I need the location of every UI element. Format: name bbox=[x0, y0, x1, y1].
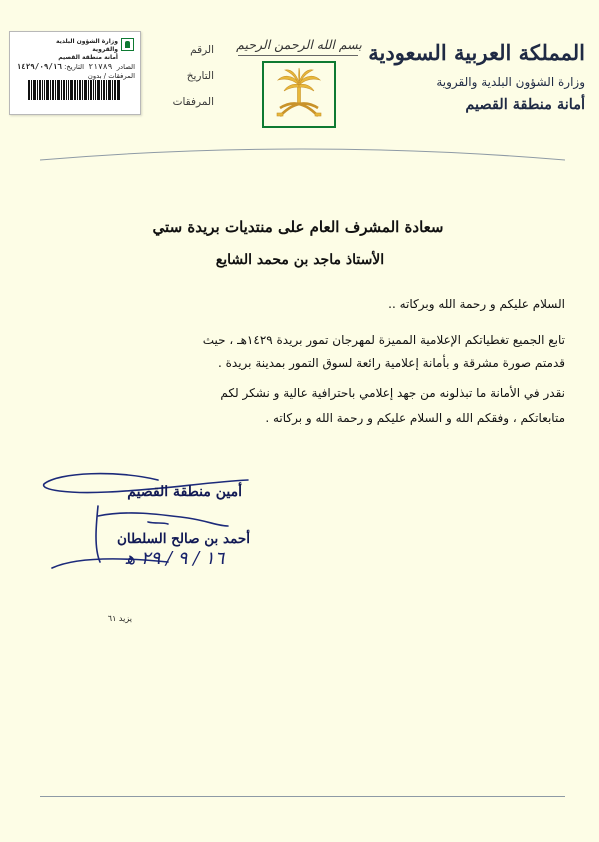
stamp-line2: أمانة منطقة القصيم bbox=[58, 54, 118, 61]
stamp-outgoing-number: ٢١٧٨٩ bbox=[88, 62, 113, 71]
reference-labels bbox=[168, 42, 214, 120]
number-label: الرقم bbox=[190, 44, 214, 56]
footer-divider bbox=[40, 796, 565, 797]
ministry-name: وزارة الشؤون البلدية والقروية bbox=[436, 75, 585, 89]
signatory-name: أحمد بن صالح السلطان bbox=[116, 531, 250, 547]
municipality-name: أمانة منطقة القصيم bbox=[465, 96, 585, 113]
barcode bbox=[28, 80, 120, 100]
signatory-title: أمين منطقة القصيم bbox=[127, 484, 242, 500]
addressee-title: سعادة المشرف العام على منتديات بريدة ستي bbox=[152, 218, 444, 236]
ministry-header bbox=[365, 40, 585, 114]
stamp-attachments: المرفقات / بدون bbox=[87, 72, 135, 80]
stamp-header bbox=[50, 38, 134, 62]
stamp-date: ١٤٢٩/٠٩/١٦ bbox=[16, 62, 62, 71]
stamp-date-label: التاريخ bbox=[66, 63, 85, 71]
kingdom-name: المملكة العربية السعودية bbox=[368, 40, 585, 65]
stamp-outgoing-label: الصادر bbox=[116, 63, 135, 71]
body-paragraph-2-line-1: نقدر في الأمانة ما تبذلونه من جهد إعلامي باحترافية عالية و نشكر لكم bbox=[220, 386, 565, 400]
date-label: التاريخ bbox=[186, 70, 214, 82]
addressee-name: الأستاذ ماجد بن محمد الشايع bbox=[215, 252, 385, 268]
attachments-label: المرفقات bbox=[172, 96, 214, 108]
body-paragraph-1-line-1: تابع الجميع تغطياتكم الإعلامية المميزة لمهرجان تمور بريدة ١٤٢٩هـ ، حيث bbox=[202, 333, 565, 347]
body-paragraph-2-line-2: متابعاتكم ، وفقكم الله و السلام عليكم و رحمة الله و بركاته . bbox=[265, 411, 565, 425]
basmala-underline bbox=[238, 55, 358, 56]
greeting: السلام عليكم و رحمة الله وبركاته .. bbox=[388, 297, 565, 311]
body-paragraph-1-line-2: قدمتم صورة مشرقة و بأمانة إعلامية رائعة لسوق التمور بمدينة بريدة . bbox=[218, 356, 565, 370]
emblem-box bbox=[262, 61, 336, 128]
handwritten-number: ١٦ / ٩ / ٢٩ ﻫ bbox=[125, 548, 225, 569]
footnote: يزيد ٦١ bbox=[107, 614, 132, 623]
basmala: بسم الله الرحمن الرحيم bbox=[236, 37, 362, 52]
header-arc-divider bbox=[40, 140, 565, 162]
outgoing-stamp bbox=[9, 31, 141, 115]
stamp-outgoing-row: الصادر ٢١٧٨٩ التاريخ: ١٤٢٩/٠٩/١٦ bbox=[16, 62, 135, 71]
palm-swords-emblem-icon bbox=[268, 66, 330, 123]
stamp-line1: وزارة الشؤون البلدية والقروية bbox=[55, 38, 118, 53]
